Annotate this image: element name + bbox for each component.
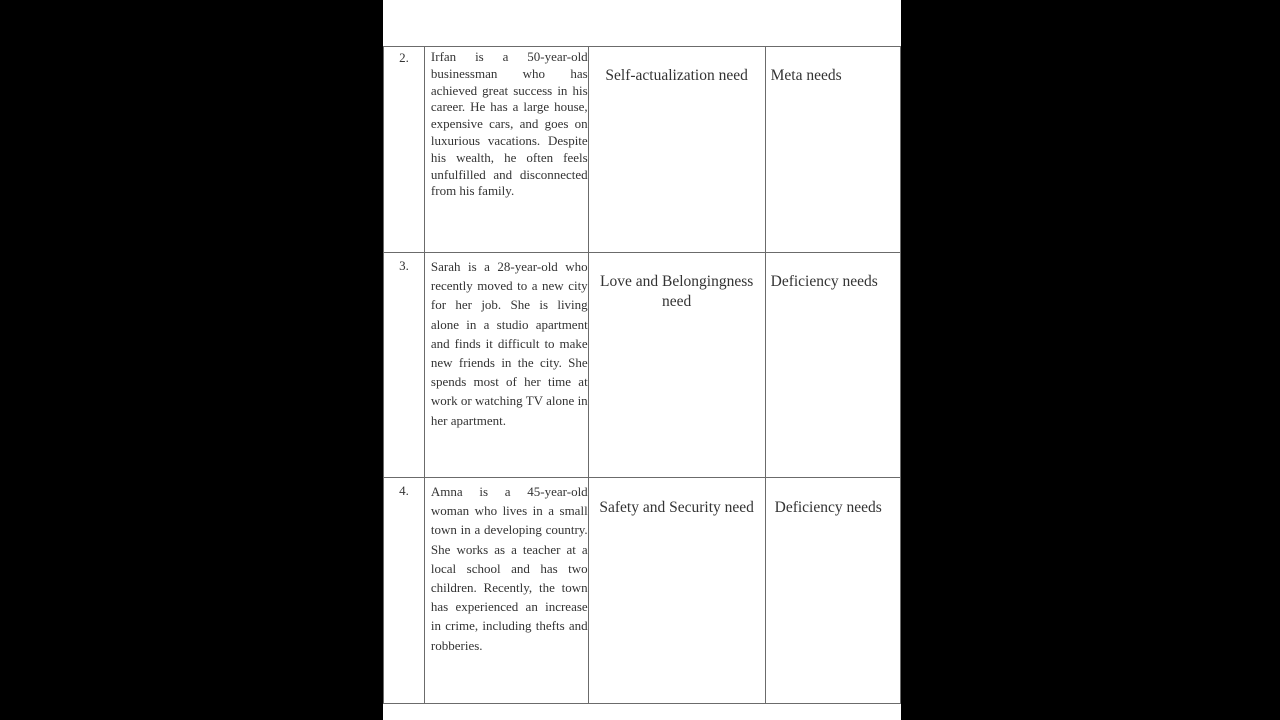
category-cell: Deficiency needs <box>765 478 900 704</box>
need-cell: Safety and Security need <box>588 478 765 704</box>
row-number: 2. <box>384 47 425 253</box>
row-number: 3. <box>384 253 425 478</box>
need-cell: Self-actualization need <box>588 47 765 253</box>
need-cell: Love and Belongingness need <box>588 253 765 478</box>
scenario-cell <box>424 47 588 253</box>
category-cell: Deficiency needs <box>765 253 900 478</box>
document-page <box>383 0 901 720</box>
row-number: 4. <box>384 478 425 704</box>
scenario-text: Irfan is a 50-year-old businessman who has achieved great success in his career. He has a large house, expensive cars, and goes on luxurious vacations. Despite his wealth, he often feels unfulfilled and disconnected from his family. <box>430 49 588 199</box>
scenario-text: Amna is a 45-year-old woman who lives in a small town in a developing country. She works as a teacher at a local school and has two children. Recently, the town has experienced an increase in crime, including thefts and robberies. <box>430 484 588 653</box>
scenario-cell <box>424 253 588 478</box>
table-row <box>384 478 901 704</box>
table-row <box>384 47 901 253</box>
scenario-cell <box>424 478 588 704</box>
scenario-text: Sarah is a 28-year-old who recently moved to a new city for her job. She is living alone in a studio apartment and finds it difficult to make new friends in the city. She spends most of her time at work or watching TV alone in her apartment. <box>430 259 588 428</box>
category-cell: Meta needs <box>765 47 900 253</box>
needs-table <box>383 46 901 704</box>
table-row <box>384 253 901 478</box>
